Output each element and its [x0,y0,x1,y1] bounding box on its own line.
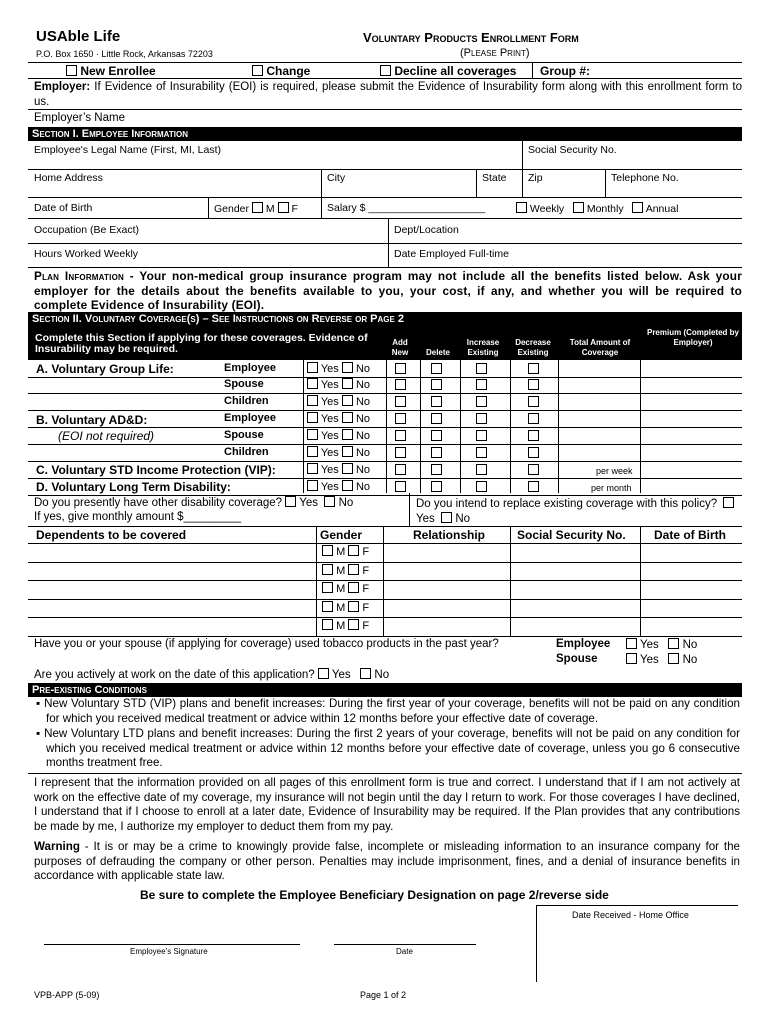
coverage-row-yes-no: Yes No [307,412,370,425]
dob-field[interactable]: Date of Birth [34,202,93,214]
coverage-action-checkbox[interactable] [528,379,539,390]
page-number: Page 1 of 2 [360,990,407,1000]
tobacco-employee-label: Employee [556,638,611,650]
salary-field[interactable]: Salary $ ____________________ [327,202,486,214]
coverage-yes-checkbox[interactable] [307,446,318,457]
coverage-action-checkbox[interactable] [476,430,487,441]
coverage-row-employee-label: Employee [224,362,276,374]
decline-option[interactable]: Decline all coverages [380,64,516,78]
section2-header: Section II. Voluntary Coverage(s) – See Instructions on Reverse or Page 2 [28,312,742,326]
coverage-action-checkbox[interactable] [395,481,406,492]
coverage-action-checkbox[interactable] [476,379,487,390]
coverage-action-checkbox[interactable] [476,363,487,374]
coverage-action-checkbox[interactable] [528,430,539,441]
coverage-no-checkbox[interactable] [342,446,353,457]
preexisting-bullet-std: ▪ New Voluntary STD (VIP) plans and benefit increases: During the first year of your coverage, benefits will not be paid on any condition for which you received medical treatment or advice within 12 months before your effective date of coverage. [36,697,740,725]
coverage-no-checkbox[interactable] [342,480,353,491]
tobacco-spouse-no-checkbox[interactable] [668,653,679,664]
coverage-action-checkbox[interactable] [395,430,406,441]
active-no-checkbox[interactable] [360,668,371,679]
form-id: VPB-APP (5-09) [34,990,100,1000]
preexisting-header: Pre-existing Conditions [28,683,742,697]
change-option[interactable]: Change [252,64,310,78]
city-field[interactable]: City [327,172,346,184]
coverage-a-label: A. Voluntary Group Life: [36,362,174,376]
pay-frequency: Weekly Monthly Annual [516,202,678,215]
dependent-gender: M F [322,601,369,614]
dependents-relationship-header: Relationship [413,528,486,542]
dependent-gender: M F [322,564,369,577]
ssn-field[interactable]: Social Security No. [528,144,617,156]
coverage-action-checkbox[interactable] [431,464,442,475]
hours-worked-field[interactable]: Hours Worked Weekly [34,248,139,260]
coverage-row-yes-no: Yes No [307,446,370,459]
tobacco-spouse-yes-checkbox[interactable] [626,653,637,664]
coverage-action-checkbox[interactable] [476,464,487,475]
beneficiary-note: Be sure to complete the Employee Beneficiary Designation on page 2/reverse side [140,888,609,902]
dependent-f-checkbox[interactable] [348,601,359,612]
per-week-label: per week [596,466,633,476]
representation-statement: I represent that the information provided on all pages of this enrollment form is true and correct. I understand that if I am not actively at work on the effective date of my coverage, my insurance will not begin until the day I return to work. For those coverages I have declined, I understand that if I choose to enroll at a later date, Evidence of Insurability may be required. If the Plan provides that any contributions be made by me, I authorize my employer to deduct them from my pay. [34,776,740,833]
gender-f-checkbox[interactable] [278,202,289,213]
telephone-field[interactable]: Telephone No. [611,172,679,184]
print-note: (Please Print) [460,47,530,59]
coverage-action-checkbox[interactable] [476,396,487,407]
section1-header: Section I. Employee Information [28,127,742,141]
coverage-action-checkbox[interactable] [431,413,442,424]
dependents-gender-header: Gender [320,528,363,542]
legal-name-field[interactable]: Employee's Legal Name (First, MI, Last) [34,144,221,156]
coverage-no-checkbox[interactable] [342,429,353,440]
coverage-action-checkbox[interactable] [528,481,539,492]
coverage-d-label: D. Voluntary Long Term Disability: [36,480,231,494]
coverage-action-checkbox[interactable] [431,396,442,407]
warning-statement: Warning - It is or may be a crime to knowingly provide false, incomplete or misleading information to an insurance company for the purposes of defrauding the company or other person. Penalties may include imprisonment, fines, and a denial of insurance benefits in accordance with applicable state law. [34,840,740,883]
signature-line[interactable] [44,944,300,945]
gender-field: Gender M F [214,203,298,215]
dependent-gender: M F [322,619,369,632]
company-address: P.O. Box 1650 · Little Rock, Arkansas 72203 [36,49,213,59]
monthly-checkbox[interactable] [573,202,584,213]
tobacco-spouse-label: Spouse [556,653,598,665]
coverage-row-children-label: Children [224,446,269,458]
coverage-yes-checkbox[interactable] [307,463,318,474]
date-line[interactable] [334,944,476,945]
coverage-yes-checkbox[interactable] [307,362,318,373]
form-title: Voluntary Products Enrollment Form [363,30,579,45]
coverage-yes-checkbox[interactable] [307,480,318,491]
coverage-row-yes-no: Yes No [307,362,370,375]
dependents-title: Dependents to be covered [36,528,187,542]
coverage-action-checkbox[interactable] [476,481,487,492]
col-total-amount: Total Amount of Coverage [569,338,631,357]
coverage-action-checkbox[interactable] [431,379,442,390]
coverage-yes-checkbox[interactable] [307,378,318,389]
dependent-f-checkbox[interactable] [348,619,359,630]
coverage-action-checkbox[interactable] [395,464,406,475]
dependent-m-checkbox[interactable] [322,619,333,630]
preexisting-bullet-ltd: ▪ New Voluntary LTD plans and benefit increases: During the first 2 years of your coverage, benefits will not be paid on any condition for which you received medical treatment or advice within 12 months before your effective date of coverage, unless you go 6 consecutive months treatment free. [36,727,740,770]
tobacco-employee-answers: Yes No [626,638,697,651]
company-name: USAble Life [36,28,121,45]
col-decrease: Decrease Existing [515,338,551,357]
coverage-action-checkbox[interactable] [528,447,539,458]
dependent-m-checkbox[interactable] [322,564,333,575]
coverage-row-employee-label: Employee [224,412,276,424]
coverage-action-checkbox[interactable] [528,464,539,475]
col-delete: Delete [425,348,450,357]
dependent-m-checkbox[interactable] [322,545,333,556]
coverage-c-label: C. Voluntary STD Income Protection (VIP): [36,463,276,477]
coverage-no-checkbox[interactable] [342,395,353,406]
coverage-action-checkbox[interactable] [395,447,406,458]
col-increase: Increase Existing [466,338,500,357]
coverage-action-checkbox[interactable] [528,363,539,374]
coverage-action-checkbox[interactable] [395,413,406,424]
other-disability-no-checkbox[interactable] [324,496,335,507]
coverage-row-yes-no: Yes No [307,480,370,493]
dependent-f-checkbox[interactable] [348,564,359,575]
home-address-field[interactable]: Home Address [34,172,103,184]
tobacco-employee-yes-checkbox[interactable] [626,638,637,649]
coverage-action-checkbox[interactable] [395,379,406,390]
coverage-action-checkbox[interactable] [431,481,442,492]
coverage-action-checkbox[interactable] [431,447,442,458]
decline-checkbox[interactable] [380,65,391,76]
active-at-work-question: Are you actively at work on the date of this application? Yes No [34,669,390,681]
coverage-yes-checkbox[interactable] [307,429,318,440]
coverage-action-checkbox[interactable] [528,396,539,407]
coverage-b-label: B. Voluntary AD&D: [36,413,148,427]
coverage-row-yes-no: Yes No [307,378,370,391]
coverage-action-checkbox[interactable] [431,430,442,441]
dependent-gender: M F [322,582,369,595]
coverage-row-spouse-label: Spouse [224,429,264,441]
group-number-label: Group #: [540,64,590,78]
new-enrollee-option[interactable]: New Enrollee [66,64,156,78]
tobacco-question: Have you or your spouse (if applying for coverage) used tobacco products in the past year? [34,638,499,650]
weekly-checkbox[interactable] [516,202,527,213]
coverage-yes-checkbox[interactable] [307,412,318,423]
monthly-amount-field[interactable]: If yes, give monthly amount $_________ [34,511,242,523]
active-yes-checkbox[interactable] [318,668,329,679]
coverage-no-checkbox[interactable] [342,362,353,373]
plan-information: Plan Information - Your non-medical group insurance program may not include all the benefits listed below. Ask your employer for the details about the benefits available to you, your cost, if any, and whether you will be required to complete Evidence of Insurability (EOI). [34,269,742,313]
section2-intro: Complete this Section if applying for these coverages. Evidence of Insurability may be required. [35,332,368,355]
coverage-no-checkbox[interactable] [342,463,353,474]
dependent-f-checkbox[interactable] [348,545,359,556]
coverage-row-spouse-label: Spouse [224,378,264,390]
per-month-label: per month [591,483,632,493]
other-disability-yes-checkbox[interactable] [285,496,296,507]
change-checkbox[interactable] [252,65,263,76]
coverage-b-note: (EOI not required) [58,429,155,443]
coverage-yes-checkbox[interactable] [307,395,318,406]
date-label: Date [396,947,413,956]
coverage-no-checkbox[interactable] [342,412,353,423]
state-field[interactable]: State [482,172,507,184]
date-employed-field[interactable]: Date Employed Full-time [394,248,509,260]
occupation-field[interactable]: Occupation (Be Exact) [34,224,140,236]
coverage-row-yes-no: Yes No [307,429,370,442]
coverage-action-checkbox[interactable] [528,413,539,424]
signature-label: Employee’s Signature [130,947,208,956]
coverage-action-checkbox[interactable] [476,413,487,424]
coverage-action-checkbox[interactable] [395,363,406,374]
gender-m-checkbox[interactable] [252,202,263,213]
dependent-f-checkbox[interactable] [348,582,359,593]
coverage-action-checkbox[interactable] [476,447,487,458]
replace-yes-checkbox[interactable] [723,497,734,508]
dependents-ssn-header: Social Security No. [517,528,626,542]
dependent-gender: M F [322,545,369,558]
dependents-dob-header: Date of Birth [654,528,726,542]
zip-field[interactable]: Zip [528,172,543,184]
coverage-row-yes-no: Yes No [307,395,370,408]
employer-name-field[interactable]: Employer’s Name [34,112,125,124]
replace-coverage-question: Do you intend to replace existing coverage with this policy? Yes No [416,497,736,527]
tobacco-employee-no-checkbox[interactable] [668,638,679,649]
tobacco-spouse-answers: Yes No [626,653,697,666]
col-premium: Premium (Completed by Employer) [646,328,739,347]
new-enrollee-checkbox[interactable] [66,65,77,76]
dept-location-field[interactable]: Dept/Location [394,224,459,236]
col-add-new: Add New [391,338,409,357]
dependent-m-checkbox[interactable] [322,582,333,593]
employer-note: Employer: If Evidence of Insurability (EOI) is required, please submit the Evidence of Insurability form along with this enrollment form to us. [34,81,742,108]
coverage-action-checkbox[interactable] [395,396,406,407]
date-received-label: Date Received - Home Office [572,910,689,920]
replace-no-checkbox[interactable] [441,512,452,523]
coverage-no-checkbox[interactable] [342,378,353,389]
coverage-row-yes-no: Yes No [307,463,370,476]
other-disability-question: Do you presently have other disability coverage? Yes No [34,497,354,509]
coverage-row-children-label: Children [224,395,269,407]
annual-checkbox[interactable] [632,202,643,213]
coverage-action-checkbox[interactable] [431,363,442,374]
dependent-m-checkbox[interactable] [322,601,333,612]
